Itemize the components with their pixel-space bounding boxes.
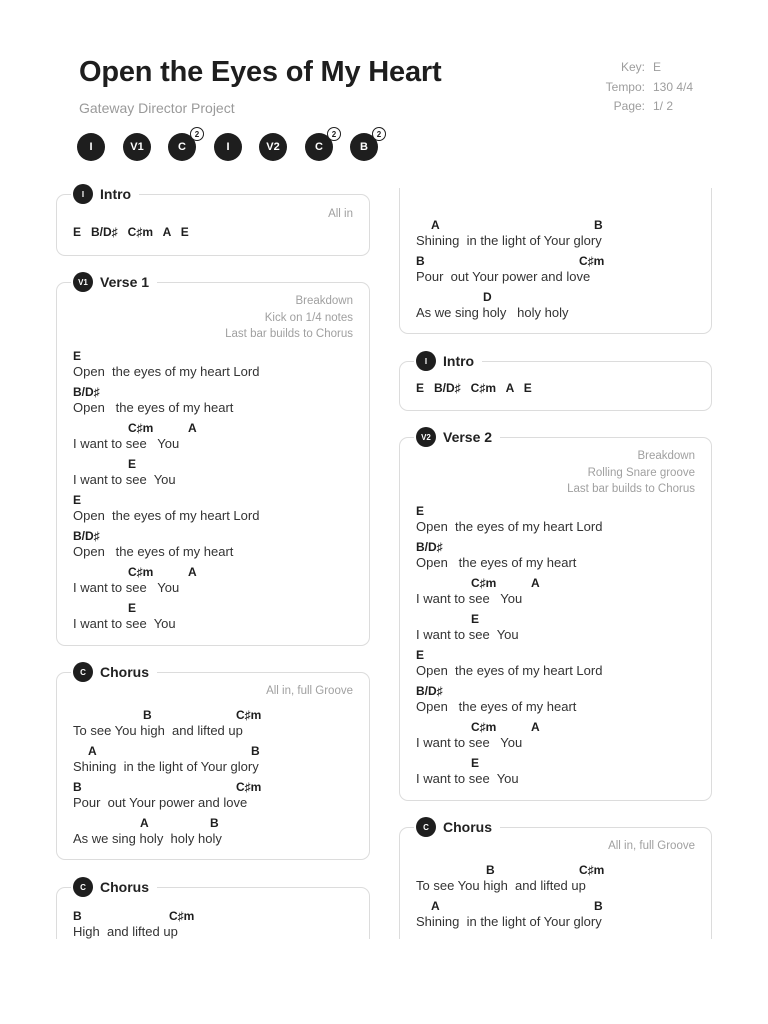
section-intro-1 [56, 186, 370, 256]
section-note: All in, full Groove [608, 840, 695, 852]
chord: A [431, 218, 440, 232]
repeat-count-badge: 2 [327, 127, 341, 141]
section-title: Verse 1 [100, 274, 150, 290]
section-title: Chorus [443, 819, 492, 835]
lyric-text: Open the eyes of my heart [416, 555, 577, 570]
lyric-text: Shining in the light of Your glory [416, 233, 602, 248]
lyric-line [416, 863, 701, 899]
lyric-text: As we sing holy holy holy [73, 831, 222, 846]
section-content [73, 349, 359, 637]
section-header[interactable] [71, 660, 157, 684]
lyric-line [416, 218, 701, 254]
meta-key [560, 58, 693, 78]
section-header[interactable] [71, 875, 157, 899]
lyric-text: I want to see You [73, 436, 180, 451]
nav-section-7[interactable]: B 2 [350, 133, 378, 161]
section-header[interactable] [414, 815, 500, 839]
section-intro-2 [399, 353, 712, 411]
lyric-text: I want to see You [416, 771, 519, 786]
section-badge: V1 [73, 272, 93, 292]
chord: E [471, 756, 480, 770]
chord: B/D♯ [73, 385, 100, 399]
section-notes [266, 683, 353, 700]
lyric-line [416, 254, 701, 290]
chord: B [594, 218, 603, 232]
chord: C♯m [471, 576, 497, 590]
nav-section-5[interactable]: V2 [259, 133, 287, 161]
lyric-line [73, 457, 359, 493]
nav-section-1[interactable]: I [77, 133, 105, 161]
lyric-text: Open the eyes of my heart [416, 699, 577, 714]
meta-label: Page: [613, 99, 645, 113]
chord: B [143, 708, 152, 722]
lyric-text: Open the eyes of my heart Lord [73, 508, 260, 523]
lyric-text: Open the eyes of my heart [73, 544, 234, 559]
chord: A [188, 565, 197, 579]
chord: B [73, 780, 82, 794]
nav-section-3[interactable]: C 2 [168, 133, 196, 161]
lyric-line [73, 493, 359, 529]
lyric-text: I want to see You [416, 591, 523, 606]
song-title: Open the Eyes of My Heart [79, 56, 442, 88]
song-meta [560, 58, 693, 117]
chord: E [128, 457, 137, 471]
lyric-line [416, 720, 701, 756]
section-chorus-1 [56, 664, 370, 860]
chord-progression: E B/D♯ C♯m A E [416, 381, 532, 395]
chord-progression: E B/D♯ C♯m A E [73, 225, 189, 239]
section-badge: C [73, 662, 93, 682]
section-note: Rolling Snare groove [587, 466, 695, 479]
lyric-line [73, 780, 359, 816]
chord: B [594, 899, 603, 913]
repeat-count-badge: 2 [190, 127, 204, 141]
lyric-text: Shining in the light of Your glory [416, 914, 602, 929]
chord: A [531, 576, 540, 590]
lyric-text: To see You high and lifted up [73, 723, 243, 738]
lyric-line [416, 899, 701, 935]
meta-label: Tempo: [605, 79, 645, 94]
section-content [416, 863, 701, 935]
chord: E [128, 601, 137, 615]
lyric-text: I want to see You [416, 735, 523, 750]
section-badge: V2 [416, 427, 436, 447]
lyric-line [416, 648, 701, 684]
lyric-text: Open the eyes of my heart [73, 400, 234, 415]
chord: B [486, 863, 495, 877]
lyric-line [416, 756, 701, 792]
section-content [73, 708, 359, 852]
lyric-line [73, 744, 359, 780]
chord: E [471, 612, 480, 626]
chord: A [88, 744, 97, 758]
repeat-count-badge: 2 [372, 127, 386, 141]
section-notes [225, 293, 353, 343]
lyric-line [416, 540, 701, 576]
section-title: Verse 2 [443, 429, 493, 445]
section-note: Last bar builds to Chorus [567, 483, 695, 495]
section-verse-1 [56, 274, 370, 646]
lyric-text: Open the eyes of my heart Lord [416, 663, 603, 678]
section-note: All in, full Groove [266, 685, 353, 697]
section-badge: I [416, 351, 436, 371]
chord: C♯m [236, 708, 262, 722]
lyric-line [73, 529, 359, 565]
section-header[interactable] [71, 270, 157, 294]
meta-value: 130 4/4 [653, 79, 694, 94]
chord: A [531, 720, 540, 734]
section-notes [608, 838, 695, 855]
lyric-text: Pour out Your power and love [416, 269, 591, 284]
chord: E [73, 493, 82, 507]
chord: B [73, 909, 82, 923]
section-chorus-2-continued [399, 188, 712, 334]
lyric-text: I want to see You [416, 627, 519, 642]
chord: A [431, 899, 440, 913]
section-title: Intro [100, 186, 132, 202]
lyric-line [73, 385, 359, 421]
meta-value: E [653, 60, 662, 74]
song-subtitle: Gateway Director Project [79, 100, 235, 116]
section-badge: I [73, 184, 93, 204]
chord: A [188, 421, 197, 435]
nav-section-4[interactable]: I [214, 133, 242, 161]
section-content [73, 225, 359, 239]
section-notes [567, 448, 695, 498]
chord: C♯m [579, 863, 605, 877]
chord: E [73, 349, 82, 363]
chord: B/D♯ [416, 684, 443, 698]
nav-section-2[interactable]: V1 [123, 133, 151, 161]
lyric-line [73, 601, 359, 637]
section-badge: C [73, 877, 93, 897]
lyric-text: I want to see You [73, 472, 176, 487]
section-note: Last bar builds to Chorus [225, 328, 353, 340]
chord: A [140, 816, 149, 830]
section-verse-2 [399, 429, 712, 801]
lyric-text: Shining in the light of Your glory [73, 759, 259, 774]
chord: C♯m [169, 909, 195, 923]
chord: E [416, 648, 425, 662]
chord: E [416, 504, 425, 518]
section-title: Chorus [100, 879, 149, 895]
lyric-line [73, 816, 359, 852]
section-content [416, 381, 701, 395]
chord: C♯m [579, 254, 605, 268]
section-note: Breakdown [295, 295, 353, 307]
lyric-line [73, 421, 359, 457]
lyric-line [416, 504, 701, 540]
lyric-text: Open the eyes of my heart Lord [73, 364, 260, 379]
chord: C♯m [128, 421, 154, 435]
section-note: Breakdown [637, 450, 695, 462]
lyric-text: To see You high and lifted up [416, 878, 586, 893]
lyric-line [73, 349, 359, 385]
chord: B/D♯ [416, 540, 443, 554]
section-title: Chorus [100, 664, 149, 680]
section-content [416, 504, 701, 792]
chord: D [483, 290, 492, 304]
chord: B [416, 254, 425, 268]
meta-page [560, 97, 693, 117]
lyric-line [416, 612, 701, 648]
section-note: All in [328, 208, 353, 220]
lyric-line [73, 708, 359, 744]
chord: C♯m [236, 780, 262, 794]
lyric-text: I want to see You [73, 580, 180, 595]
lyric-text: As we sing holy holy holy [416, 305, 569, 320]
lyric-line [416, 290, 701, 326]
section-note: Kick on 1/4 notes [264, 311, 353, 324]
lyric-text: I want to see You [73, 616, 176, 631]
page-bottom-mask [0, 939, 768, 1024]
lyric-line [73, 565, 359, 601]
section-badge: C [416, 817, 436, 837]
section-header[interactable] [71, 182, 139, 206]
chord: B [251, 744, 260, 758]
lyric-text: Pour out Your power and love [73, 795, 248, 810]
chord: C♯m [471, 720, 497, 734]
section-content [416, 218, 701, 326]
lyric-line [416, 576, 701, 612]
section-notes [328, 206, 353, 223]
nav-section-6[interactable]: C 2 [305, 133, 333, 161]
section-header[interactable] [414, 425, 500, 449]
chord: C♯m [128, 565, 154, 579]
chord: B [210, 816, 219, 830]
meta-tempo [560, 78, 693, 98]
section-header[interactable] [414, 349, 482, 373]
lyric-line [416, 684, 701, 720]
lyric-text: High and lifted up [73, 924, 178, 939]
lyric-text: Open the eyes of my heart Lord [416, 519, 603, 534]
meta-label: Key: [620, 60, 645, 74]
chord: B/D♯ [73, 529, 100, 543]
section-title: Intro [443, 353, 475, 369]
meta-value: 1/ 2 [653, 99, 674, 113]
